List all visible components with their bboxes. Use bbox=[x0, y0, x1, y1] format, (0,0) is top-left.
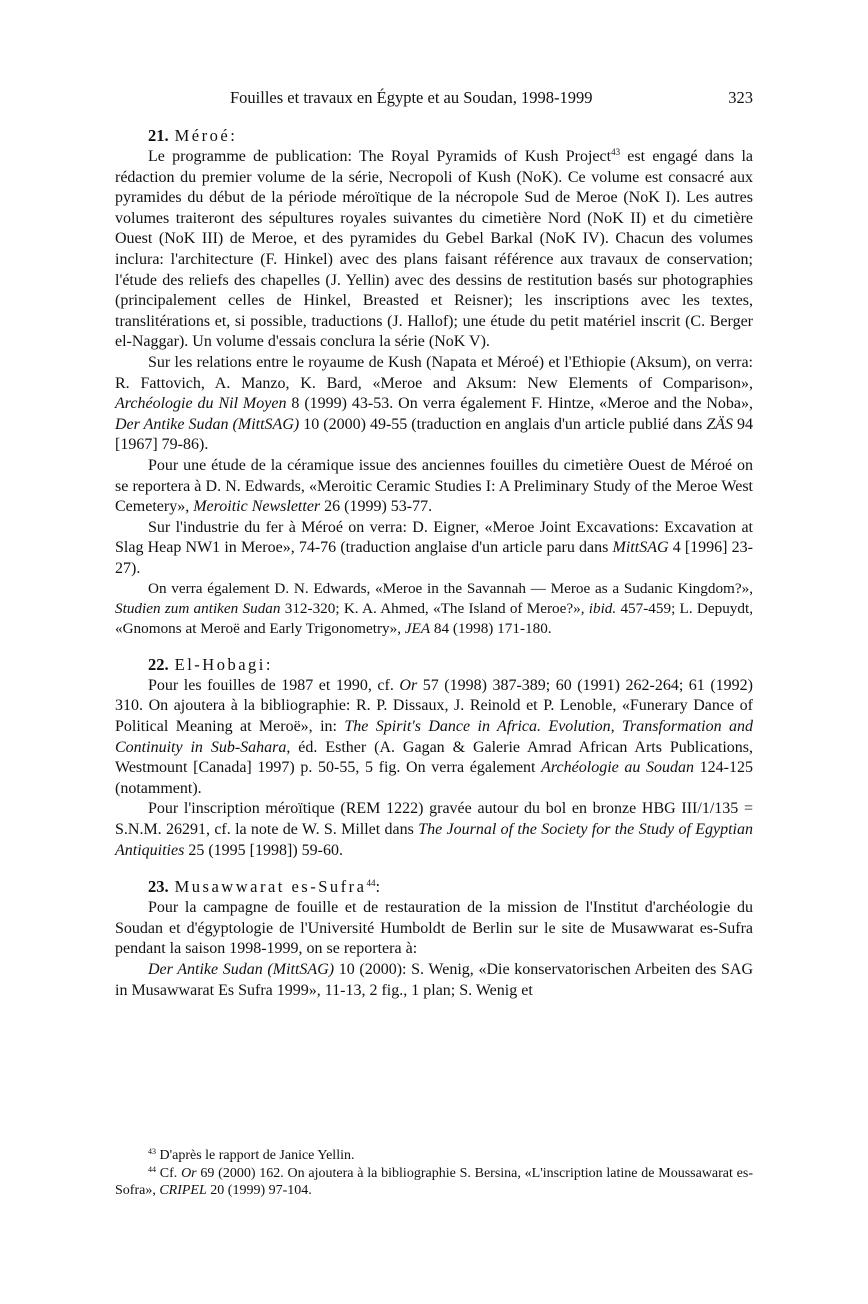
text-run: Sur l'industrie du fer à Méroé on verra: D. Eigner, «Meroe Joint Excavations: Excavation at Slag Heap NW1 in Meroe», 74-76 (traduction anglaise d'un article paru dans bbox=[115, 518, 753, 557]
text-run: 57 (1998) 387-389; 60 (1991) 262-264; 61 (1992) 310. On ajoutera à la bibliographie: R. P. Dissaux, J. Reinold et P. Lenoble, «Funerary Dance of Political Meaning at Meroë», in: bbox=[115, 676, 753, 736]
italic-title: Or bbox=[181, 1165, 197, 1181]
note-reference: 43 bbox=[148, 1147, 156, 1156]
paragraph bbox=[115, 518, 753, 580]
text-run: Pour une étude de la céramique issue des anciennes fouilles du cimetière Ouest de Méroé on se reportera à D. N. Edwards, «Meroitic Ceramic Studies I: A Preliminary Study of the Meroe West Cemetery», bbox=[115, 456, 753, 516]
italic-title: ZÄS bbox=[706, 415, 733, 433]
text-run: Cf. bbox=[156, 1165, 182, 1181]
text-run: Pour la campagne de fouille et de restauration de la mission de l'Institut d'archéologie du Soudan et d'égyptologie de l'Université Humboldt de Berlin sur le site de Musawwarat es-Sufra pendant la saison 1998-1999, on se reportera à: bbox=[115, 899, 753, 958]
section-number: 22. bbox=[148, 654, 169, 674]
italic-title: Or bbox=[399, 676, 418, 694]
running-title: Fouilles et travaux en Égypte et au Soudan, 1998-1999 bbox=[230, 88, 593, 107]
paragraph bbox=[115, 456, 753, 518]
italic-title: The Journal of the Society for the Study of Egyptian Antiquities bbox=[115, 821, 754, 859]
heading-colon: : bbox=[230, 126, 235, 145]
section bbox=[115, 875, 753, 1001]
text-run: Le programme de publication: The Royal Pyramids of Kush Project bbox=[148, 148, 612, 165]
page-number: 323 bbox=[728, 88, 753, 107]
text-run: 94 [1967] 79-86). bbox=[115, 415, 754, 454]
section bbox=[115, 124, 753, 639]
section-heading bbox=[115, 124, 753, 147]
section-number: 23. bbox=[148, 877, 169, 897]
text-run: On verra également D. N. Edwards, «Meroe in the Savannah — Meroe as a Sudanic Kingdom?», bbox=[148, 580, 753, 598]
italic-title: CRIPEL bbox=[159, 1183, 207, 1198]
paragraph bbox=[115, 579, 753, 638]
text-run: 26 (1999) 53-77. bbox=[320, 498, 433, 516]
text-run: Pour l'inscription méroïtique (REM 1222) gravée autour du bol en bronze HBG III/1/135 = S.N.M. 26291, cf. la note de W. S. Millet dans bbox=[115, 800, 753, 839]
text-run: 124-125 (notamment). bbox=[115, 759, 754, 797]
heading-colon: : bbox=[265, 654, 271, 674]
paragraph bbox=[115, 676, 753, 800]
italic-title: The Spirit's Dance in Africa. Evolution, Transformation and Continuity in Sub-Sahara bbox=[115, 718, 753, 756]
running-head bbox=[115, 86, 753, 114]
footnotes bbox=[115, 1147, 753, 1200]
italic-title: Der Antike Sudan (MittSAG) bbox=[148, 960, 335, 978]
heading-colon: : bbox=[375, 877, 381, 897]
italic-title: Archéologie au Soudan bbox=[541, 759, 695, 777]
text-run: 10 (2000): S. Wenig, «Die konservatorischen Arbeiten des SAG in Musawwarat Es Sufra 1999», 11-13, 2 fig., 1 plan; S. Wenig et bbox=[115, 960, 753, 999]
note-reference: 44 bbox=[366, 878, 376, 889]
italic-title: Der Antike Sudan (MittSAG) bbox=[115, 415, 300, 433]
note-reference: 44 bbox=[148, 1164, 156, 1174]
text-run: 312-320; K. A. Ahmed, «The Island of Meroe?», bbox=[280, 600, 589, 618]
text-run: 10 (2000) 49-55 (traduction en anglais d'un article publié dans bbox=[299, 415, 707, 433]
section bbox=[115, 653, 753, 861]
text-run: Sur les relations entre le royaume de Kush (Napata et Méroé) et l'Ethiopie (Aksum), on verra: R. Fattovich, A. Manzo, K. Bard, «Meroe and Aksum: New Elements of Comparison», bbox=[115, 353, 753, 392]
section-name: Méroé bbox=[174, 126, 231, 145]
italic-title: Meroitic Newsletter bbox=[193, 498, 321, 516]
italic-title: Archéologie du Nil Moyen bbox=[115, 395, 287, 413]
paragraph bbox=[115, 960, 753, 1001]
note-reference: 43 bbox=[611, 147, 621, 157]
text-run: D'après le rapport de Janice Yellin. bbox=[156, 1148, 355, 1163]
text-run: 84 (1998) 171-180. bbox=[430, 620, 552, 638]
section-name: Musawwarat es-Sufra bbox=[174, 877, 367, 897]
article-body bbox=[115, 124, 753, 1001]
text-run: 25 (1995 [1998]) 59-60. bbox=[184, 841, 343, 859]
section-name: El-Hobagi bbox=[174, 654, 266, 674]
text-run: est engagé dans la rédaction du premier volume de la série, Necropoli of Kush (NoK). Ce volume est consacré aux pyramides du début de la période méroïtique de la nécropole Sud de Meroe (NoK I). Les autres volumes traiteront des sépultures royales suivantes du cimetière Nord (NoK II) et du cimetière Ouest (NoK III) de Meroe, et des pyramides du Gebel Barkal (NoK IV). Chacun des volumes inclura: l'architecture (F. Hinkel) avec des plans faisant référence aux travaux de conservation; l'étude des reliefs des chapelles (J. Yellin) avec des dessins de restitution basés sur photographies (principalement celles de Hinkel, Breasted et Reisner); les inscriptions avec les textes, translitérations et, si possible, traductions (J. Hallof); une étude du petit matériel inscrit (C. Berger el-Naggar). Un volume d'essais conclura la série (NoK V). bbox=[115, 148, 754, 351]
text-run: 8 (1999) 43-53. On verra également F. Hintze, «Meroe and the Noba», bbox=[286, 395, 753, 413]
italic-title: Studien zum antiken Sudan bbox=[115, 600, 281, 618]
text-run: 4 [1996] 23-27). bbox=[115, 539, 753, 577]
text-run: 69 (2000) 162. On ajoutera à la bibliographie S. Bersina, «L'inscription latine de Moussawarat es-Sofra», bbox=[115, 1165, 754, 1198]
paragraph bbox=[115, 799, 753, 861]
paragraph bbox=[115, 147, 753, 353]
text-run: 457-459; L. Depuydt, «Gnomons at Meroë and Early Trigonometry», bbox=[115, 600, 753, 638]
paragraph bbox=[115, 353, 753, 456]
text-run: 20 (1999) 97-104. bbox=[206, 1183, 312, 1198]
italic-title: MittSAG bbox=[612, 539, 669, 557]
footnote bbox=[115, 1165, 753, 1200]
paragraph bbox=[115, 898, 753, 960]
footnote bbox=[115, 1147, 753, 1165]
section-heading bbox=[115, 653, 753, 676]
text-run: Pour les fouilles de 1987 et 1990, cf. bbox=[148, 676, 400, 694]
page bbox=[115, 86, 753, 1001]
italic-title: ibid. bbox=[588, 600, 617, 618]
italic-title: JEA bbox=[404, 620, 431, 638]
section-heading bbox=[115, 875, 753, 898]
section-number: 21. bbox=[148, 126, 169, 145]
text-run: , éd. Esther (A. Gagan & Galerie Amrad African Arts Publications, Westmount [Canada] 1997) p. 50-55, 5 fig. On verra également bbox=[115, 738, 753, 777]
